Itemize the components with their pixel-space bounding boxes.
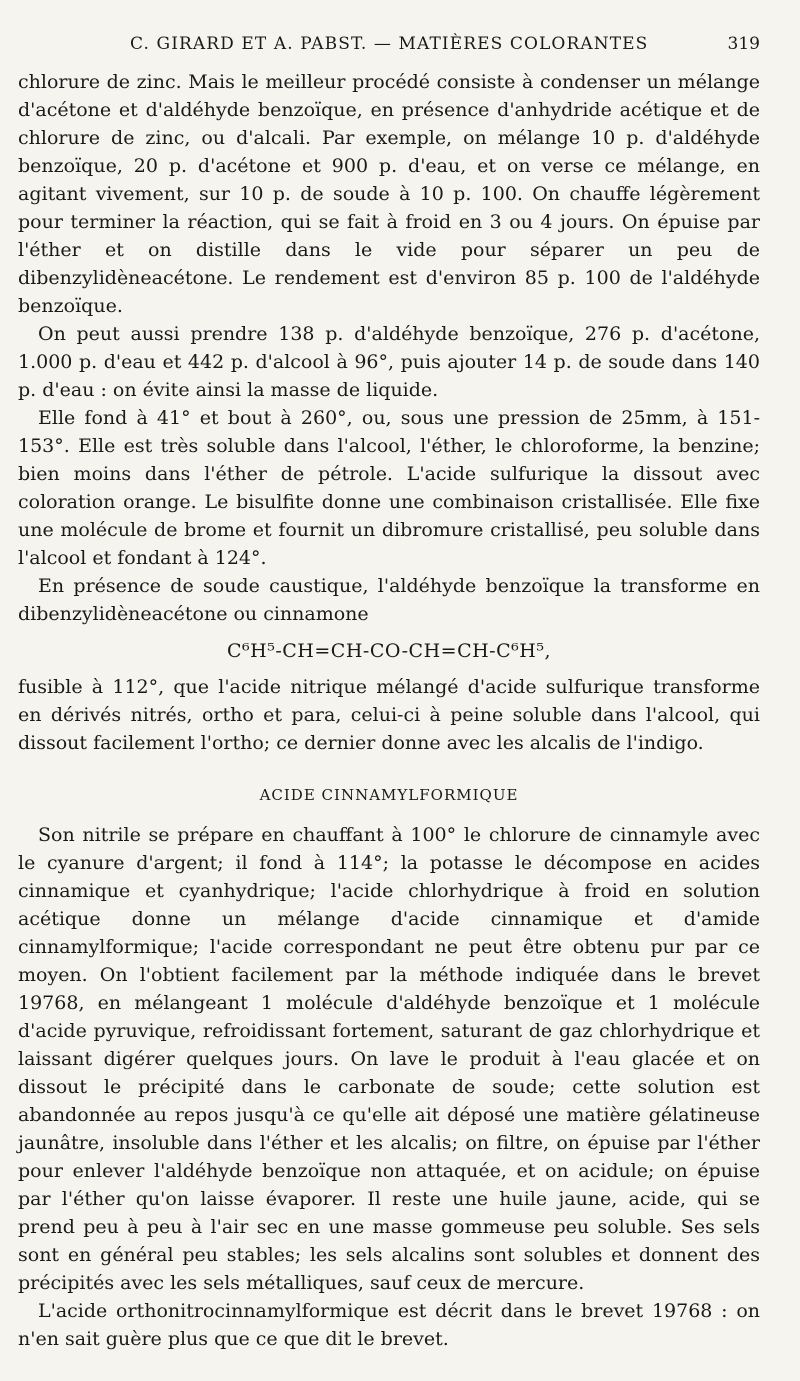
page-header [18, 34, 760, 68]
paragraph-alternative-preparation: On peut aussi prendre 138 p. d'aldéhyde benzoïque, 276 p. d'acétone, 1.000 p. d'eau et 442 p. d'alcool à 96°, puis ajouter 14 p. de soude dans 140 p. d'eau : on évite ainsi la masse de liquide. [18, 323, 760, 401]
running-title: C. GIRARD ET A. PABST. — MATIÈRES COLORANTES [130, 34, 649, 54]
paragraph-orthonitro: L'acide orthonitrocinnamylformique est décrit dans le brevet 19768 : on n'en sait guère plus que ce que dit le brevet. [18, 1300, 760, 1350]
chemical-formula: C⁶H⁵-CH=CH-CO-CH=CH-C⁶H⁵, [227, 640, 551, 662]
paragraph-continued: chlorure de zinc. Mais le meilleur procédé consiste à condenser un mélange d'acétone et d'aldéhyde benzoïque, en présence d'anhydride acétique et de chlorure de zinc, ou d'alcali. Par exemple, on mélange 10 p. d'aldéhyde benzoïque, 20 p. d'acétone et 900 p. d'eau, et on verse ce mélange, en agitant vivement, sur 10 p. de soude à 10 p. 100. On chauffe légèrement pour terminer la réaction, qui se fait à froid en 3 ou 4 jours. On épuise par l'éther et on distille dans le vide pour séparer un peu de dibenzylidèneacétone. Le rendement est d'environ 85 p. 100 de l'aldéhyde benzoïque. [18, 71, 760, 317]
section-title: ACIDE CINNAMYLFORMIQUE [259, 786, 519, 804]
paragraph-nitrile: Son nitrile se prépare en chauffant à 100° le chlorure de cinnamyle avec le cyanure d'argent; il fond à 114°; la potasse le décompose en acides cinnamique et cyanhydrique; l'acide chlorhydrique à froid en solution acétique donne un mélange d'acide cinnamique et d'amide cinnamylformique; l'acide correspondant ne peut être obtenu pur par ce moyen. On l'obtient facilement par la méthode indiquée dans le brevet 19768, en mélangeant 1 molécule d'aldéhyde benzoïque et 1 molécule d'acide pyruvique, refroidissant fortement, saturant de gaz chlorhydrique et laissant digérer quelques jours. On lave le produit à l'eau glacée et on dissout le précipité dans le carbonate de soude; cette solution est abandonnée au repos jusqu'à ce qu'elle ait déposé une matière gélatineuse jaunâtre, insoluble dans l'éther et les alcalis; on filtre, on épuise par l'éther pour enlever l'aldéhyde benzoïque non attaquée, et on acidule; on épuise par l'éther qu'on laisse évaporer. Il reste une huile jaune, acide, qui se prend peu à peu à l'air sec en une masse gommeuse peu soluble. Ses sels sont en général peu stables; les sels alcalins sont solubles et donnent des précipités avec les sels métalliques, sauf ceux de mercure. [18, 824, 760, 1294]
body-text [18, 68, 760, 1353]
paragraph-properties: Elle fond à 41° et bout à 260°, ou, sous une pression de 25mm, à 151-153°. Elle est très soluble dans l'alcool, l'éther, le chloroforme, la benzine; bien moins dans l'éther de pétrole. L'acide sulfurique la dissout avec coloration orange. Le bisulfite donne une combinaison cristallisée. Elle fixe une molécule de brome et fournit un dibromure cristallisé, peu soluble dans l'alcool et fondant à 124°. [18, 407, 760, 569]
paragraph-cinnamone-intro: En présence de soude caustique, l'aldéhyde benzoïque la transforme en dibenzylidèneacétone ou cinnamone [18, 575, 760, 625]
paragraph-after-formula: fusible à 112°, que l'acide nitrique mélangé d'acide sulfurique transforme en dérivés nitrés, ortho et para, celui-ci à peine soluble dans l'alcool, qui dissout facilement l'ortho; ce dernier donne avec les alcalis de l'indigo. [18, 676, 760, 754]
page-number: 319 [727, 34, 760, 54]
